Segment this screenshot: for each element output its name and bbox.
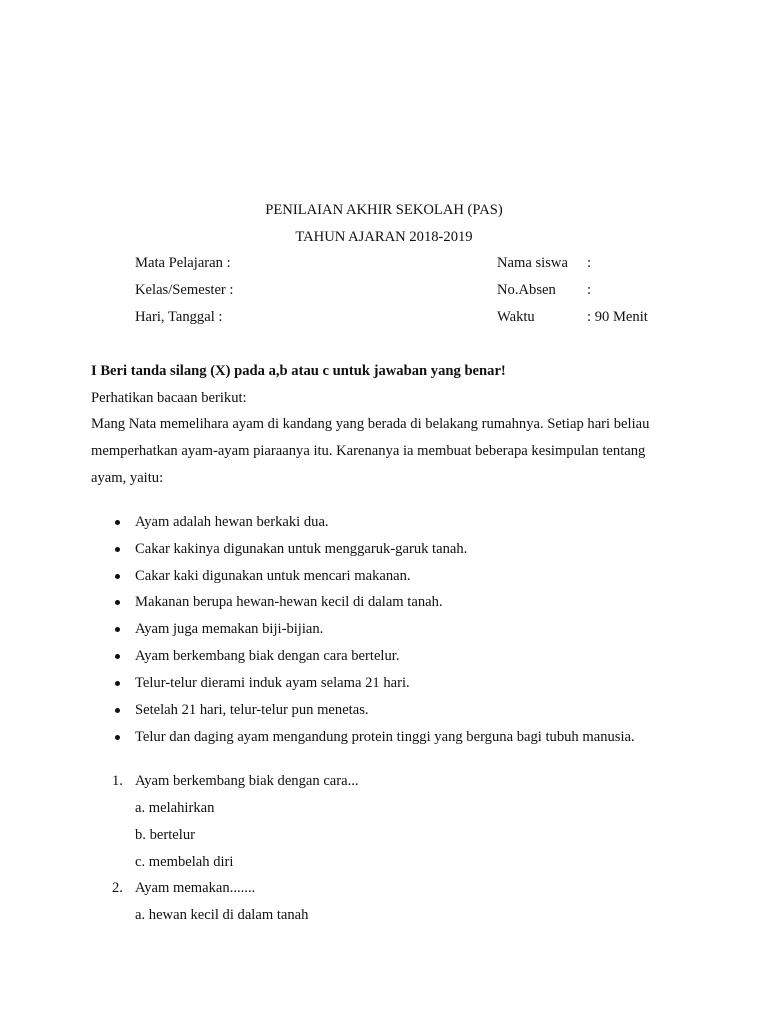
passage-line: Mang Nata memelihara ayam di kandang yang berada di belakang rumahnya. Setiap hari beliau [91, 416, 650, 432]
class-semester-label: Kelas/Semester : [135, 282, 234, 298]
absence-number-colon: : [587, 282, 592, 298]
student-name-label: Nama siswa [497, 255, 568, 271]
bullet-icon [115, 681, 120, 686]
list-item: Ayam adalah hewan berkaki dua. [135, 514, 329, 530]
exam-title: PENILAIAN AKHIR SEKOLAH (PAS) [265, 202, 503, 218]
list-item: Telur dan daging ayam mengandung protein tinggi yang berguna bagi tubuh manusia. [135, 729, 635, 745]
answer-option-a[interactable]: a. hewan kecil di dalam tanah [135, 907, 309, 923]
list-item: Makanan berupa hewan-hewan kecil di dalam tanah. [135, 594, 443, 610]
passage-line: ayam, yaitu: [91, 470, 164, 486]
subject-label: Mata Pelajaran : [135, 255, 231, 271]
question-number: 2. [112, 880, 123, 896]
answer-option-b[interactable]: b. bertelur [135, 827, 195, 843]
bullet-icon [115, 654, 120, 659]
time-value: : 90 Menit [587, 309, 648, 325]
bullet-icon [115, 735, 120, 740]
bullet-icon [115, 520, 120, 525]
answer-option-c[interactable]: c. membelah diri [135, 854, 234, 870]
bullet-icon [115, 627, 120, 632]
list-item: Cakar kakinya digunakan untuk menggaruk-garuk tanah. [135, 541, 468, 557]
question-text: Ayam berkembang biak dengan cara... [135, 773, 359, 789]
list-item: Ayam juga memakan biji-bijian. [135, 621, 324, 637]
section-heading: I Beri tanda silang (X) pada a,b atau c untuk jawaban yang benar! [91, 363, 506, 379]
bullet-icon [115, 708, 120, 713]
list-item: Telur-telur dierami induk ayam selama 21 hari. [135, 675, 410, 691]
reading-intro: Perhatikan bacaan berikut: [91, 390, 247, 406]
student-name-colon: : [587, 255, 592, 271]
answer-option-a[interactable]: a. melahirkan [135, 800, 215, 816]
question-text: Ayam memakan....... [135, 880, 256, 896]
list-item: Ayam berkembang biak dengan cara bertelur. [135, 648, 400, 664]
bullet-icon [115, 574, 120, 579]
question-number: 1. [112, 773, 123, 789]
school-year: TAHUN AJARAN 2018-2019 [295, 229, 473, 245]
passage-line: memperhatkan ayam-ayam piaraanya itu. Karenanya ia membuat beberapa kesimpulan tentang [91, 443, 646, 459]
time-label: Waktu [497, 309, 535, 325]
date-label: Hari, Tanggal : [135, 309, 223, 325]
bullet-icon [115, 600, 120, 605]
list-item: Setelah 21 hari, telur-telur pun menetas. [135, 702, 369, 718]
absence-number-label: No.Absen [497, 282, 556, 298]
list-item: Cakar kaki digunakan untuk mencari makanan. [135, 568, 411, 584]
bullet-icon [115, 547, 120, 552]
